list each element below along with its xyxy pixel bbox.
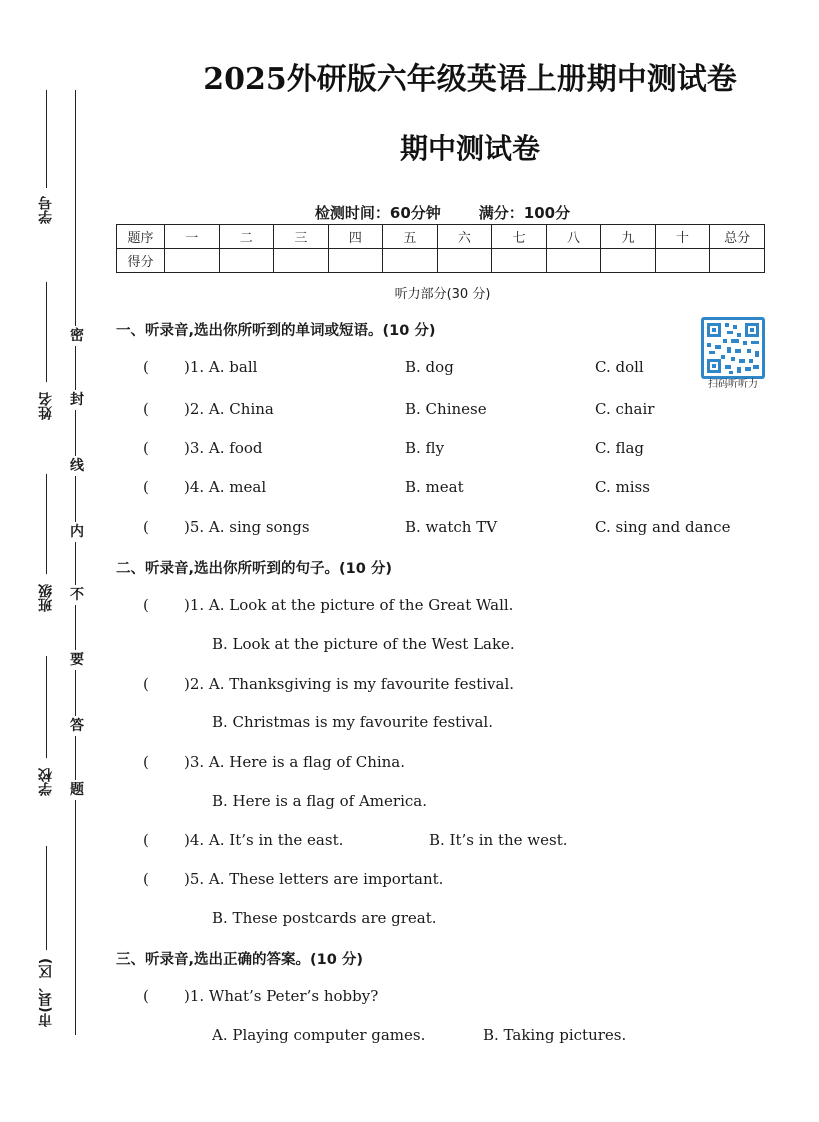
question-option-a: )4. A. meal: [184, 478, 267, 496]
score-cell[interactable]: [165, 249, 220, 273]
exam-time: 检测时间：60分钟: [314, 204, 441, 222]
district-line[interactable]: [46, 846, 47, 950]
section-2-q2-option-b: B. Christmas is my favourite festival.: [212, 713, 493, 731]
qr-code-icon[interactable]: [701, 317, 765, 379]
name-line[interactable]: [46, 282, 47, 382]
question-option-c: C. miss: [595, 478, 650, 496]
score-cell[interactable]: [383, 249, 438, 273]
section-2-q1-option-a: )1. A. Look at the picture of the Great Wall.: [184, 596, 514, 614]
score-cell[interactable]: [655, 249, 710, 273]
score-col-3: 三: [274, 225, 329, 249]
section-3-q1-option-a: A. Playing computer games.: [212, 1026, 426, 1044]
exam-meta: [120, 202, 765, 223]
score-cell[interactable]: [546, 249, 601, 273]
answer-blank[interactable]: (: [143, 400, 149, 418]
score-cell[interactable]: [328, 249, 383, 273]
seal-char-7: 答: [67, 716, 87, 736]
score-row-head: 得分: [117, 249, 165, 273]
section-2-q4-option-b: B. It’s in the west.: [429, 831, 568, 849]
section-3-title: 三、听录音,选出正确的答案。(10 分): [116, 952, 363, 968]
answer-blank[interactable]: (: [143, 478, 149, 496]
section-2-q1-option-b: B. Look at the picture of the West Lake.: [212, 635, 515, 653]
binding-line: [75, 90, 76, 1035]
seal-char-3: 线: [67, 456, 87, 476]
student-id-label: 学号: [38, 196, 54, 224]
section-2-q3-option-b: B. Here is a flag of America.: [212, 792, 427, 810]
seal-char-1: 密: [67, 326, 87, 346]
answer-blank[interactable]: (: [143, 439, 149, 457]
class-label: 班级: [38, 584, 54, 612]
section-2-q3-option-a: )3. A. Here is a flag of China.: [184, 753, 406, 771]
class-line[interactable]: [46, 474, 47, 574]
exam-full-score: 满分：100分: [478, 204, 571, 222]
district-label: 市(县、区): [38, 958, 54, 1027]
answer-blank[interactable]: (: [143, 596, 149, 614]
question-option-a: )5. A. sing songs: [184, 518, 310, 536]
answer-blank[interactable]: (: [143, 358, 149, 376]
question-option-a: )1. A. ball: [184, 358, 258, 376]
seal-char-4: 内: [67, 522, 87, 542]
score-col-5: 五: [383, 225, 438, 249]
section-2-q2-option-a: )2. A. Thanksgiving is my favourite festival.: [184, 675, 515, 693]
answer-blank[interactable]: (: [143, 870, 149, 888]
school-line[interactable]: [46, 656, 47, 758]
score-cell[interactable]: [274, 249, 329, 273]
answer-blank[interactable]: (: [143, 987, 149, 1005]
exam-title: 2025外研版六年级英语上册期中测试卷: [203, 62, 737, 97]
question-option-c: C. flag: [595, 439, 645, 457]
answer-blank[interactable]: (: [143, 753, 149, 771]
listening-part-title: 听力部分(30 分): [394, 287, 491, 302]
score-table: [116, 224, 765, 273]
question-option-c: C. sing and dance: [595, 518, 731, 536]
section-3-q1-option-b: B. Taking pictures.: [483, 1026, 627, 1044]
seal-char-5: 不: [67, 585, 87, 605]
seal-char-6: 要: [67, 650, 87, 670]
score-cell[interactable]: [437, 249, 492, 273]
score-table-header-row: [117, 225, 765, 249]
score-cell[interactable]: [601, 249, 656, 273]
score-col-total: 总分: [710, 225, 765, 249]
answer-blank[interactable]: (: [143, 675, 149, 693]
question-option-c: C. chair: [595, 400, 655, 418]
score-col-8: 八: [546, 225, 601, 249]
score-col-9: 九: [601, 225, 656, 249]
question-option-a: )3. A. food: [184, 439, 263, 457]
seal-char-8: 题: [67, 780, 87, 800]
score-table-score-row: [117, 249, 765, 273]
question-option-b: B. dog: [405, 358, 454, 376]
score-cell-total[interactable]: [710, 249, 765, 273]
question-option-b: B. Chinese: [405, 400, 487, 418]
score-cell[interactable]: [492, 249, 547, 273]
section-2-title: 二、听录音,选出你所听到的句子。(10 分): [116, 561, 392, 577]
exam-subtitle: 期中测试卷: [399, 132, 540, 165]
score-col-4: 四: [328, 225, 383, 249]
score-col-2: 二: [219, 225, 274, 249]
score-col-1: 一: [165, 225, 220, 249]
section-1-title: 一、听录音,选出你所听到的单词或短语。(10 分): [116, 323, 436, 339]
score-col-7: 七: [492, 225, 547, 249]
question-option-a: )2. A. China: [184, 400, 274, 418]
question-option-b: B. fly: [405, 439, 445, 457]
seal-char-2: 封: [67, 390, 87, 410]
question-option-c: C. doll: [595, 358, 644, 376]
section-2-q5-option-b: B. These postcards are great.: [212, 909, 437, 927]
name-label: 姓名: [38, 392, 54, 420]
question-option-b: B. watch TV: [405, 518, 498, 536]
score-col-6: 六: [437, 225, 492, 249]
school-label: 学校: [38, 768, 54, 796]
score-col-10: 十: [655, 225, 710, 249]
score-table-head: 题序: [117, 225, 165, 249]
score-cell[interactable]: [219, 249, 274, 273]
section-2-q5-option-a: )5. A. These letters are important.: [184, 870, 444, 888]
question-option-b: B. meat: [405, 478, 464, 496]
answer-blank[interactable]: (: [143, 831, 149, 849]
section-3-q1-question: )1. What’s Peter’s hobby?: [184, 987, 379, 1005]
section-2-q4-option-a: )4. A. It’s in the east.: [184, 831, 344, 849]
student-id-line[interactable]: [46, 90, 47, 188]
qr-caption: 扫码听听力: [708, 379, 758, 390]
answer-blank[interactable]: (: [143, 518, 149, 536]
